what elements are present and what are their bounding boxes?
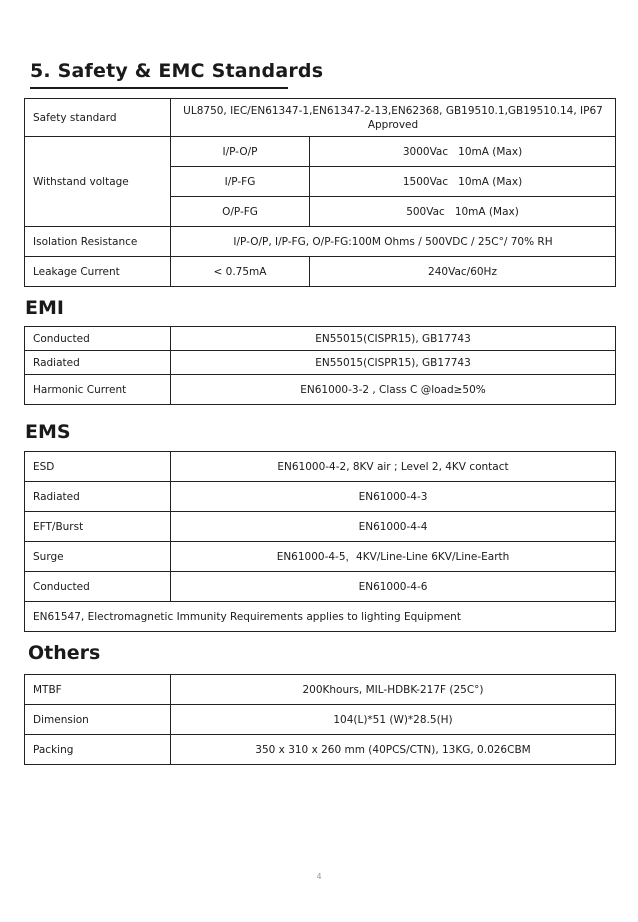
table-row xyxy=(25,542,616,572)
emi-value: EN55015(CISPR15), GB17743 xyxy=(171,351,616,375)
isolation-resistance-label: Isolation Resistance xyxy=(25,227,171,257)
emi-label: Radiated xyxy=(25,351,171,375)
emi-value: EN61000-3-2 , Class C @load≥50% xyxy=(171,375,616,405)
isolation-resistance-value: I/P-O/P, I/P-FG, O/P-FG:100M Ohms / 500VDC / 25C°/ 70% RH xyxy=(171,227,616,257)
table-row xyxy=(25,572,616,602)
table-row xyxy=(25,705,616,735)
ems-table xyxy=(24,451,616,632)
ems-value: EN61000-4-5，4KV/Line-Line 6KV/Line-Earth xyxy=(171,542,616,572)
heading-underline xyxy=(30,87,288,89)
section-heading-emi: EMI xyxy=(25,297,64,319)
safety-standard-value: UL8750, IEC/EN61347-1,EN61347-2-13,EN62368, GB19510.1,GB19510.14, IP67 Approved xyxy=(171,99,616,137)
ems-label: Conducted xyxy=(25,572,171,602)
leakage-current-condition: 240Vac/60Hz xyxy=(310,257,616,287)
leakage-current-value: < 0.75mA xyxy=(171,257,310,287)
ems-note: EN61547, Electromagnetic Immunity Requirements applies to lighting Equipment xyxy=(25,602,616,632)
emi-label: Conducted xyxy=(25,327,171,351)
withstand-value: 3000Vac 10mA (Max) xyxy=(310,137,616,167)
ems-label: Radiated xyxy=(25,482,171,512)
table-row xyxy=(25,452,616,482)
others-value: 350 x 310 x 260 mm (40PCS/CTN), 13KG, 0.026CBM xyxy=(171,735,616,765)
emi-table xyxy=(24,326,616,405)
ems-label: Surge xyxy=(25,542,171,572)
table-row xyxy=(25,675,616,705)
leakage-current-label: Leakage Current xyxy=(25,257,171,287)
emi-label: Harmonic Current xyxy=(25,375,171,405)
table-row xyxy=(25,257,616,287)
ems-value: EN61000-4-4 xyxy=(171,512,616,542)
ems-label: ESD xyxy=(25,452,171,482)
ems-label: EFT/Burst xyxy=(25,512,171,542)
table-row xyxy=(25,482,616,512)
table-row xyxy=(25,351,616,375)
others-table xyxy=(24,674,616,765)
others-label: MTBF xyxy=(25,675,171,705)
emi-value: EN55015(CISPR15), GB17743 xyxy=(171,327,616,351)
withstand-value: 1500Vac 10mA (Max) xyxy=(310,167,616,197)
ems-value: EN61000-4-2, 8KV air ; Level 2, 4KV contact xyxy=(171,452,616,482)
page-number: 4 xyxy=(316,872,322,881)
withstand-value: 500Vac 10mA (Max) xyxy=(310,197,616,227)
table-row xyxy=(25,512,616,542)
others-value: 104(L)*51 (W)*28.5(H) xyxy=(171,705,616,735)
section-heading-ems: EMS xyxy=(25,421,71,443)
ems-value: EN61000-4-6 xyxy=(171,572,616,602)
safety-table xyxy=(24,98,616,287)
table-row xyxy=(25,227,616,257)
section-heading-safety-emc: 5. Safety & EMC Standards xyxy=(30,60,324,82)
others-label: Dimension xyxy=(25,705,171,735)
table-row xyxy=(25,99,616,137)
withstand-path: O/P-FG xyxy=(171,197,310,227)
section-heading-others: Others xyxy=(28,642,101,664)
withstand-path: I/P-O/P xyxy=(171,137,310,167)
table-row xyxy=(25,602,616,632)
table-row xyxy=(25,735,616,765)
safety-standard-label: Safety standard xyxy=(25,99,171,137)
table-row xyxy=(25,137,616,167)
others-value: 200Khours, MIL-HDBK-217F (25C°) xyxy=(171,675,616,705)
others-label: Packing xyxy=(25,735,171,765)
table-row xyxy=(25,327,616,351)
table-row xyxy=(25,375,616,405)
withstand-path: I/P-FG xyxy=(171,167,310,197)
ems-value: EN61000-4-3 xyxy=(171,482,616,512)
withstand-voltage-label: Withstand voltage xyxy=(25,137,171,227)
